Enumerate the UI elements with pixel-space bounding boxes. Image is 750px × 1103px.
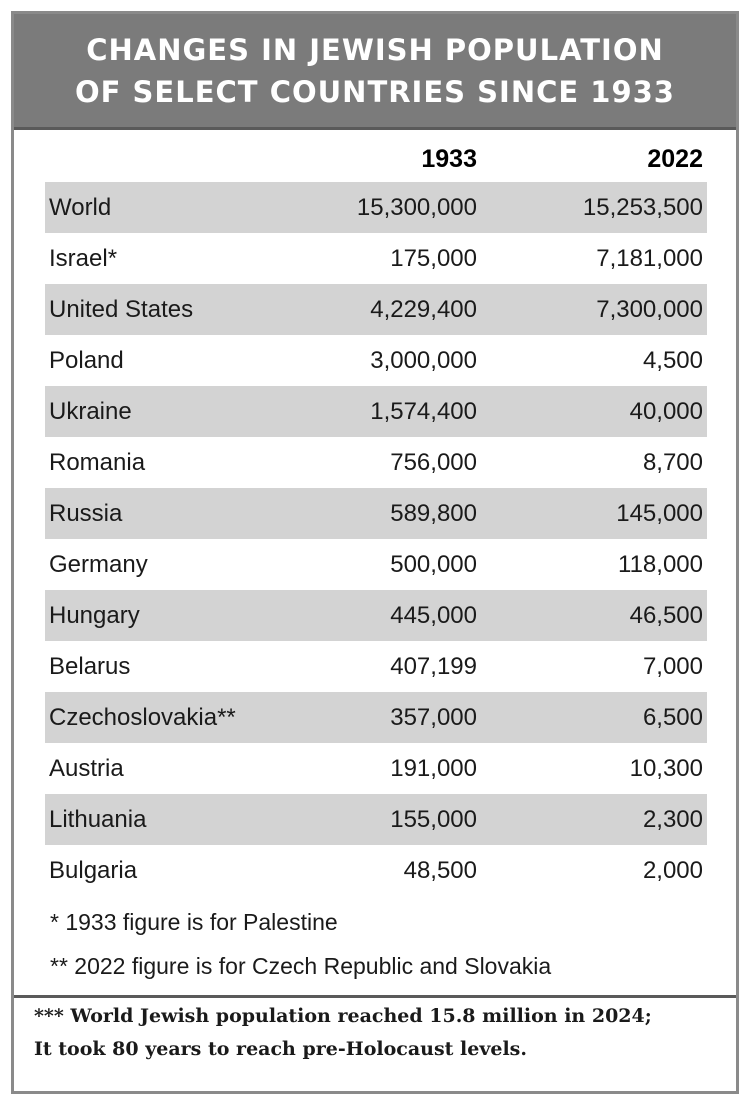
value-2022: 7,300,000 xyxy=(596,296,703,323)
value-1933: 589,800 xyxy=(390,500,477,527)
country-name: World xyxy=(49,194,112,221)
country-name: Czechoslovakia** xyxy=(49,704,236,731)
bottom-note-line-2: It took 80 years to reach pre-Holocaust levels. xyxy=(34,1038,527,1060)
country-name: Belarus xyxy=(49,653,131,680)
bottom-note xyxy=(34,1000,724,1066)
value-1933: 15,300,000 xyxy=(356,194,477,221)
table-row xyxy=(45,488,707,539)
bottom-note-line-1: *** World Jewish population reached 15.8 million in 2024; xyxy=(34,1005,652,1027)
table-row xyxy=(45,845,707,896)
value-1933: 445,000 xyxy=(390,602,477,629)
table-row xyxy=(45,386,707,437)
country-name: Lithuania xyxy=(49,806,147,833)
value-2022: 40,000 xyxy=(629,398,703,425)
table-row xyxy=(45,743,707,794)
table-row xyxy=(45,437,707,488)
value-1933: 4,229,400 xyxy=(370,296,477,323)
value-1933: 756,000 xyxy=(390,449,477,476)
country-name: Austria xyxy=(49,755,124,782)
table-row xyxy=(45,641,707,692)
table-row xyxy=(45,182,707,233)
country-name: Russia xyxy=(49,500,123,527)
footnote-2: ** 2022 figure is for Czech Republic and Slovakia xyxy=(50,953,552,979)
column-header-1933: 1933 xyxy=(421,145,477,173)
title-bar xyxy=(14,14,736,127)
footnotes xyxy=(50,900,551,988)
value-2022: 2,000 xyxy=(642,857,703,884)
table-row xyxy=(45,233,707,284)
value-1933: 1,574,400 xyxy=(370,398,477,425)
value-1933: 155,000 xyxy=(390,806,477,833)
country-name: Ukraine xyxy=(49,398,132,425)
value-2022: 7,000 xyxy=(642,653,703,680)
value-1933: 175,000 xyxy=(390,245,477,272)
title-line-1: CHANGES IN JEWISH POPULATION xyxy=(86,32,664,67)
value-1933: 48,500 xyxy=(403,857,477,884)
value-2022: 2,300 xyxy=(642,806,703,833)
value-2022: 145,000 xyxy=(616,500,703,527)
table-row xyxy=(45,539,707,590)
country-name: Poland xyxy=(49,347,124,374)
table-row xyxy=(45,692,707,743)
table-row xyxy=(45,590,707,641)
value-1933: 407,199 xyxy=(390,653,477,680)
country-name: Germany xyxy=(49,551,148,578)
country-name: United States xyxy=(49,296,194,323)
value-2022: 46,500 xyxy=(629,602,703,629)
country-name: Romania xyxy=(49,449,146,476)
value-1933: 500,000 xyxy=(390,551,477,578)
value-2022: 10,300 xyxy=(629,755,703,782)
value-2022: 4,500 xyxy=(642,347,703,374)
value-2022: 15,253,500 xyxy=(582,194,703,221)
value-2022: 6,500 xyxy=(642,704,703,731)
value-2022: 7,181,000 xyxy=(596,245,703,272)
country-name: Israel* xyxy=(49,245,118,272)
country-name: Hungary xyxy=(49,602,140,629)
population-table xyxy=(14,127,736,998)
table-header xyxy=(45,139,707,179)
value-1933: 3,000,000 xyxy=(370,347,477,374)
value-1933: 357,000 xyxy=(390,704,477,731)
footnote-1: * 1933 figure is for Palestine xyxy=(50,909,338,935)
table-row xyxy=(45,284,707,335)
infographic-frame xyxy=(11,11,739,1094)
table-row xyxy=(45,335,707,386)
table-row xyxy=(45,794,707,845)
title-line-2: OF SELECT COUNTRIES SINCE 1933 xyxy=(74,74,675,109)
value-2022: 118,000 xyxy=(618,551,703,578)
table-body xyxy=(45,182,707,896)
value-1933: 191,000 xyxy=(390,755,477,782)
country-name: Bulgaria xyxy=(49,857,138,884)
value-2022: 8,700 xyxy=(642,449,703,476)
column-header-2022: 2022 xyxy=(647,145,703,173)
